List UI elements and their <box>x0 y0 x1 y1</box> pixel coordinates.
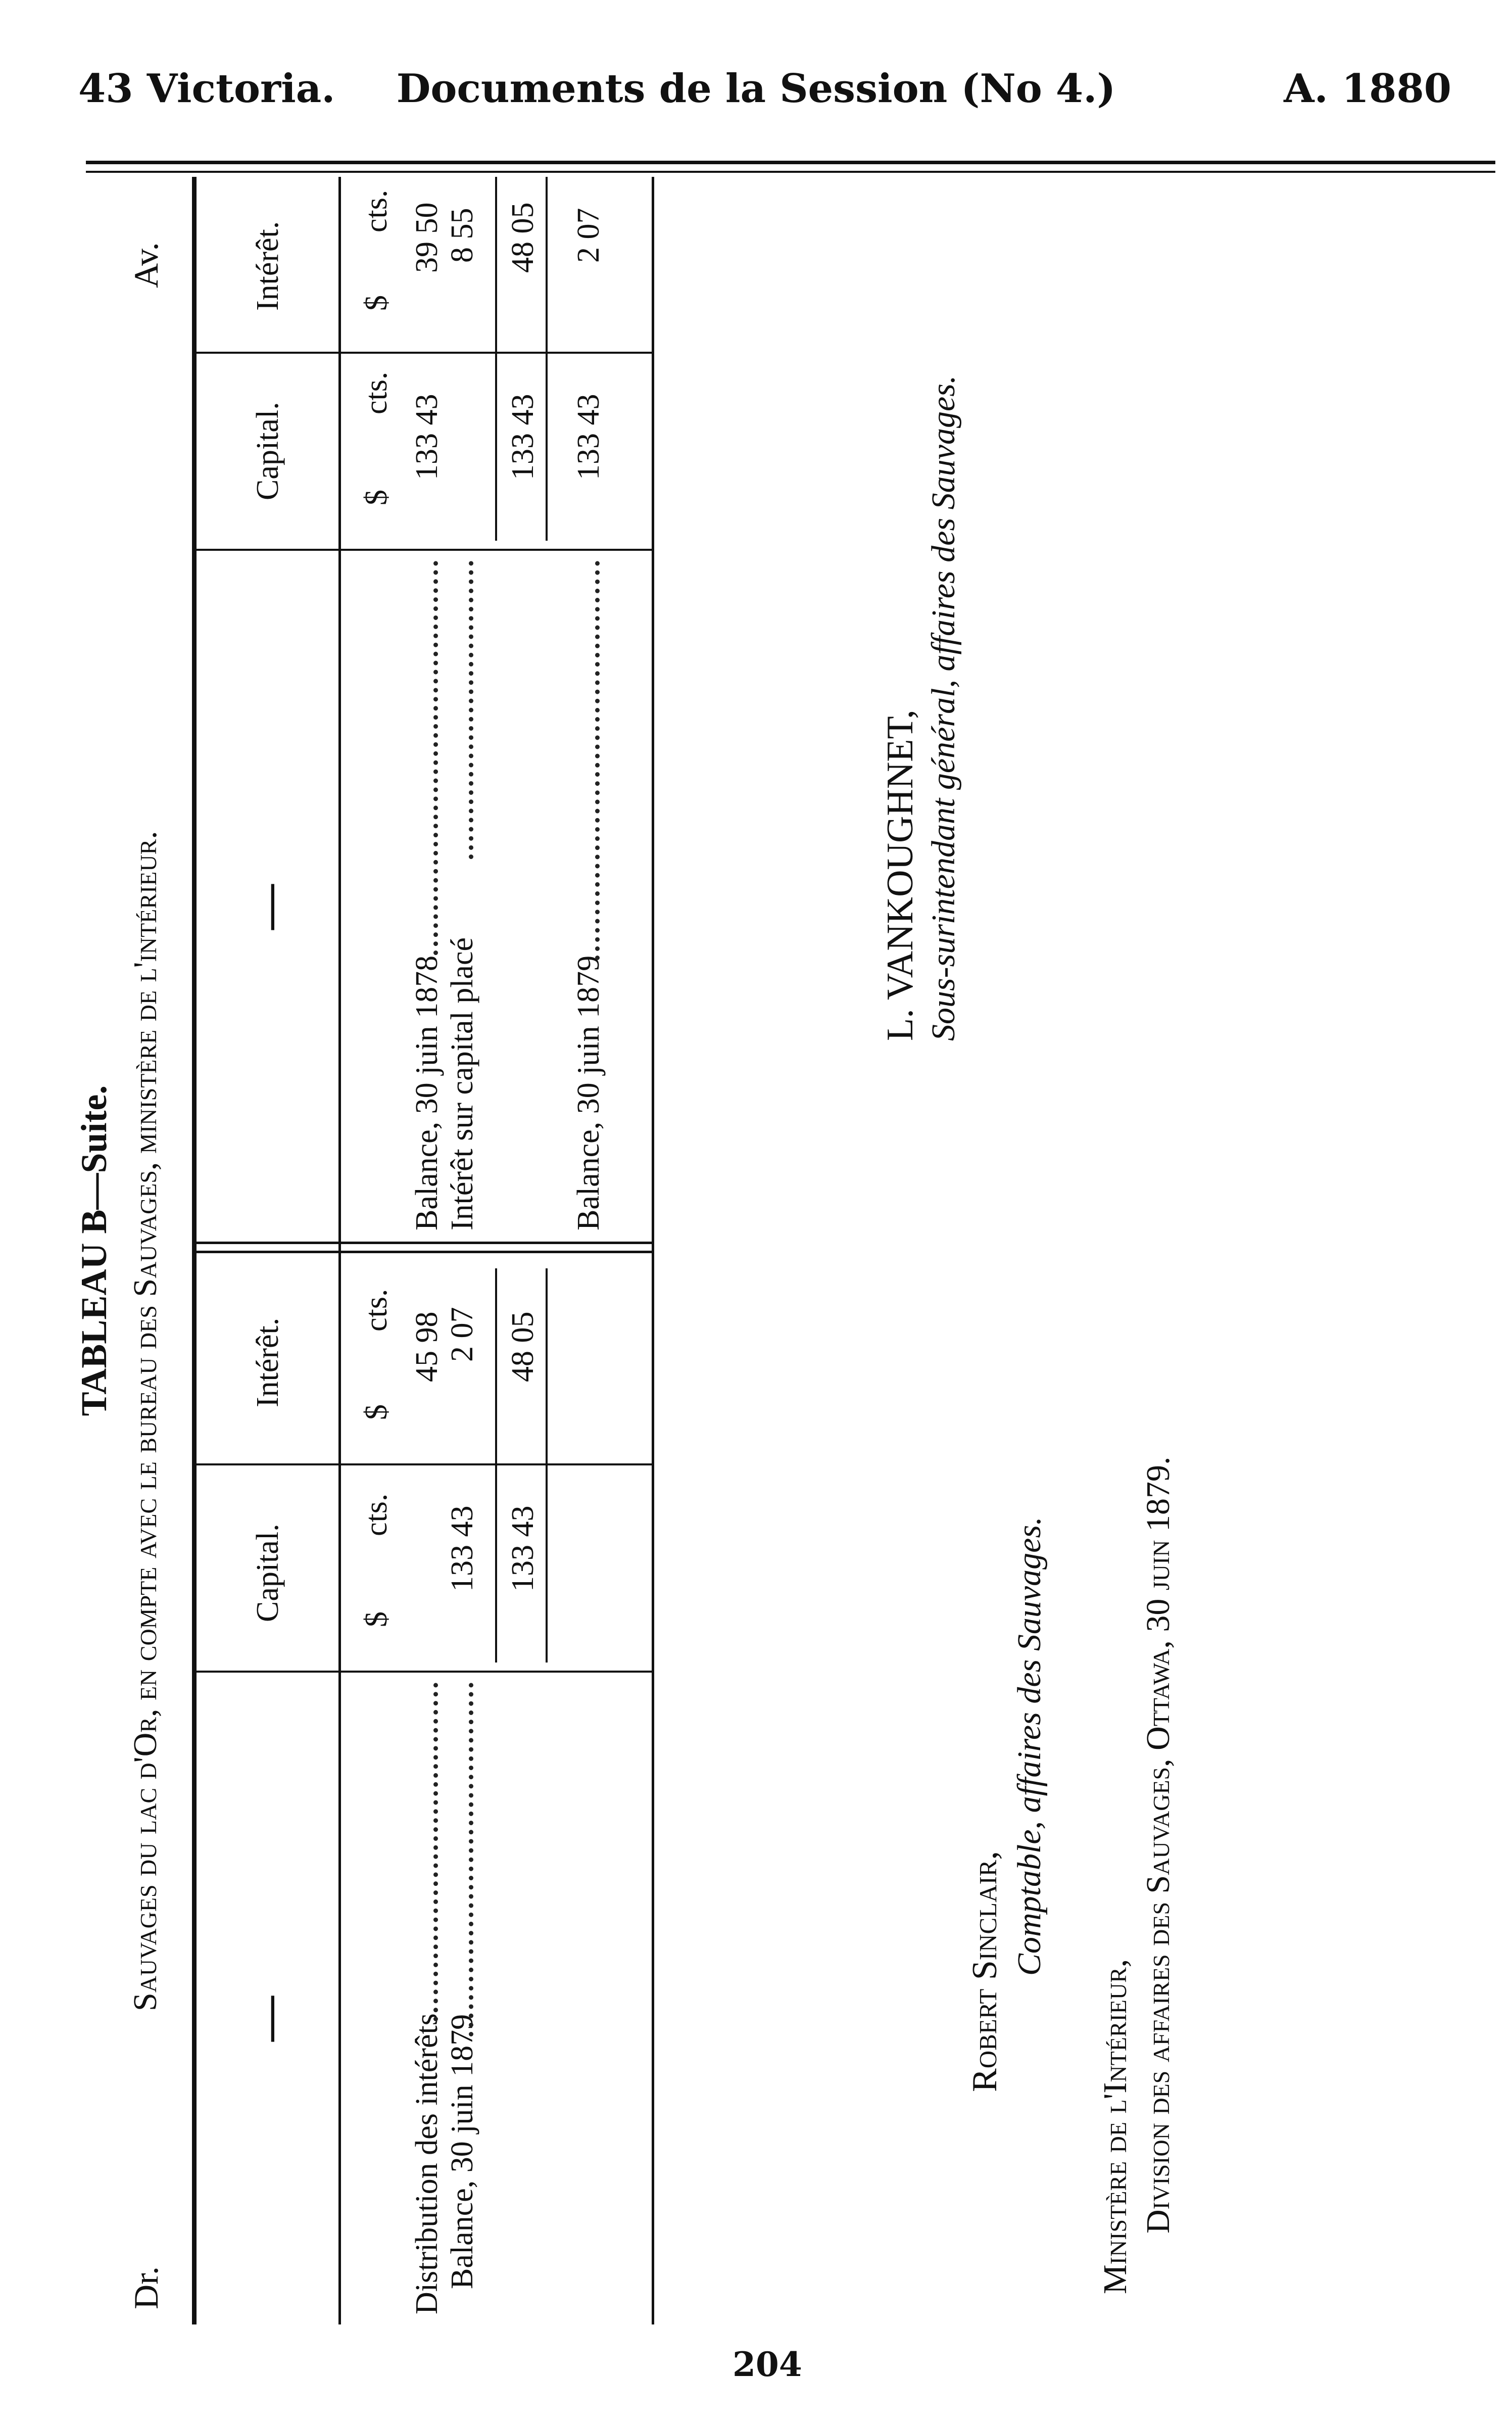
credit-balance-capital: 133 43 <box>571 394 606 480</box>
ministry-line: Ministère de l'Intérieur, <box>1097 1959 1134 2294</box>
page-number: 204 <box>733 2345 802 2384</box>
credit-col-interest: Intérêt. <box>251 221 285 311</box>
debit-row-1-label: Distribution des intérêts <box>410 2013 444 2314</box>
header-year: A. 1880 <box>1284 66 1451 112</box>
debit-mark: Dr. <box>127 2266 165 2309</box>
center-divider-left <box>192 1251 652 1253</box>
header-rule-bottom <box>86 171 1495 173</box>
table-title: TABLEAU B—Suite. <box>74 1085 114 1416</box>
center-divider-right <box>192 1242 652 1244</box>
debit-row-2-label: Balance, 30 juin 1879 <box>445 2014 479 2289</box>
debit-unit-dollar-interest: $ <box>359 1404 394 1420</box>
credit-total-rule <box>495 177 497 541</box>
credit-col-capital: Capital. <box>251 402 285 500</box>
debit-unit-cents-interest: cts. <box>359 1289 394 1332</box>
debit-row-2-interest: 2 07 <box>445 1307 479 1362</box>
credit-row-2-interest: 8 55 <box>445 208 479 263</box>
division-line: Division des affaires des Sauvages, Ottawa, 30 juin 1879. <box>1140 1456 1177 2234</box>
debit-col-rule-1 <box>192 1671 652 1673</box>
credit-col-rule-1 <box>192 549 652 551</box>
debit-row-1-interest: 45 98 <box>410 1311 444 1382</box>
credit-row-1-leader <box>433 561 438 955</box>
debit-total-rule <box>495 1268 497 1663</box>
credit-unit-dollar-interest: $ <box>359 295 394 311</box>
credit-balance-label: Balance, 30 juin 1879 <box>571 955 606 1230</box>
debit-col-capital: Capital. <box>251 1524 285 1622</box>
header-rule-top <box>86 161 1495 164</box>
credit-balance-leader <box>595 561 600 960</box>
debit-unit-dollar-capital: $ <box>359 1611 394 1627</box>
header-session-year: 43 Victoria. <box>78 66 335 112</box>
credit-row-2-label: Intérêt sur capital placé <box>445 937 479 1230</box>
debit-row-2-capital: 133 43 <box>445 1505 479 1592</box>
debit-col-interest: Intérêt. <box>251 1317 285 1407</box>
credit-col-rule-2 <box>192 352 652 354</box>
header-document-title: Documents de la Session (No 4.) <box>396 66 1116 112</box>
credit-total-interest: 48 05 <box>506 202 540 273</box>
rotated-table-sheet <box>61 177 1430 2324</box>
debit-col-dash: — <box>243 1996 294 2041</box>
credit-total-capital: 133 43 <box>506 394 540 480</box>
credit-unit-cents-interest: cts. <box>359 189 394 232</box>
signatory-right-title: Sous-surintendant général, affaires des Sauvages. <box>925 375 962 1041</box>
credit-unit-dollar-capital: $ <box>359 490 394 505</box>
signatory-left-title: Comptable, affaires des Sauvages. <box>1011 1516 1048 1976</box>
table-bottom-rule <box>652 177 654 2324</box>
debit-row-2-leader <box>469 1683 473 2036</box>
debit-unit-cents-capital: cts. <box>359 1493 394 1536</box>
debit-total-capital: 133 43 <box>506 1505 540 1592</box>
credit-mark: Av. <box>127 242 165 288</box>
credit-row-1-capital: 133 43 <box>410 394 444 480</box>
table-subtitle: Sauvages du lac d'Or, en compte avec le bureau des Sauvages, ministère de l'intérieur. <box>127 831 164 2011</box>
credit-row-2-leader <box>469 561 473 859</box>
credit-col-dash: — <box>243 884 294 930</box>
credit-row-1-interest: 39 50 <box>410 202 444 273</box>
signatory-left-name: Robert Sinclair, <box>965 1851 1004 2092</box>
debit-col-rule-2 <box>192 1463 652 1465</box>
debit-total-interest: 48 05 <box>506 1311 540 1382</box>
credit-row-1-label: Balance, 30 juin 1878 <box>410 955 444 1230</box>
credit-balance-interest: 2 07 <box>571 208 606 263</box>
signatory-right-name: L. VANKOUGHNET, <box>880 709 921 1041</box>
debit-total-rule-bottom <box>546 1268 548 1663</box>
credit-total-rule-bottom <box>546 177 548 541</box>
credit-unit-cents-capital: cts. <box>359 371 394 414</box>
debit-row-1-leader <box>433 1683 438 2021</box>
